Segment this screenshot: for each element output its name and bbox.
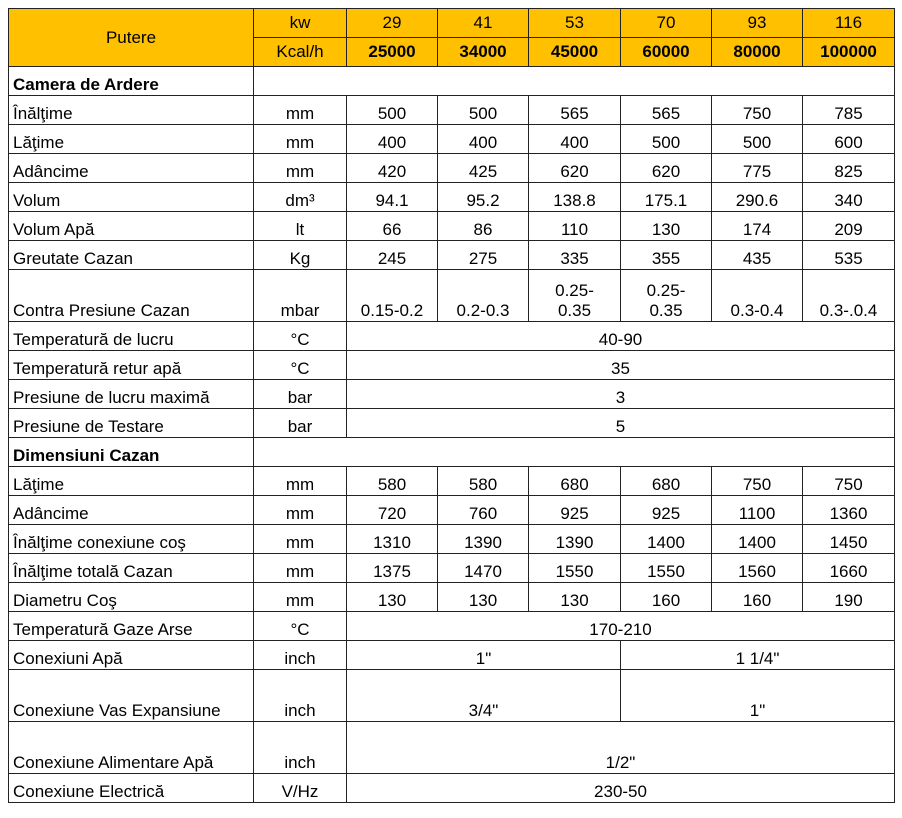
table-row xyxy=(9,467,895,496)
value-cell: 750 xyxy=(712,467,803,496)
row-label: Înălţime totală Cazan xyxy=(9,554,254,583)
value-cell: 0.3-.0.4 xyxy=(803,270,895,322)
table-row xyxy=(9,154,895,183)
row-unit: mm xyxy=(254,154,347,183)
value-cell: 340 xyxy=(803,183,895,212)
value-cell: 0.15-0.2 xyxy=(347,270,438,322)
merged-value: 3 xyxy=(347,380,895,409)
value-cell: 1550 xyxy=(621,554,712,583)
value-cell: 720 xyxy=(347,496,438,525)
row-unit: mm xyxy=(254,525,347,554)
table-row xyxy=(9,722,895,774)
value-cell: 1550 xyxy=(529,554,621,583)
header-kw-cell: 53 xyxy=(529,9,621,38)
row-label: Înălţime xyxy=(9,96,254,125)
row-unit: lt xyxy=(254,212,347,241)
value-cell: 130 xyxy=(529,583,621,612)
value-cell: 775 xyxy=(712,154,803,183)
value-cell: 400 xyxy=(529,125,621,154)
header-kcal-cell: 60000 xyxy=(621,38,712,67)
value-cell: 1100 xyxy=(712,496,803,525)
value-cell: 174 xyxy=(712,212,803,241)
value-cell: 160 xyxy=(712,583,803,612)
row-label: Temperatură Gaze Arse xyxy=(9,612,254,641)
table-row xyxy=(9,583,895,612)
value-cell: 400 xyxy=(347,125,438,154)
header-kcal-cell: 25000 xyxy=(347,38,438,67)
value-cell: 420 xyxy=(347,154,438,183)
row-label: Lăţime xyxy=(9,125,254,154)
section-row-dimensiuni xyxy=(9,438,895,467)
merged-value-right: 1" xyxy=(621,670,895,722)
merged-value: 40-90 xyxy=(347,322,895,351)
section-title: Dimensiuni Cazan xyxy=(9,438,254,467)
value-cell: 500 xyxy=(712,125,803,154)
value-cell: 138.8 xyxy=(529,183,621,212)
value-cell: 160 xyxy=(621,583,712,612)
value-cell: 209 xyxy=(803,212,895,241)
value-cell: 1560 xyxy=(712,554,803,583)
value-cell: 565 xyxy=(621,96,712,125)
merged-value: 1/2" xyxy=(347,722,895,774)
row-unit: bar xyxy=(254,409,347,438)
merged-value-left: 3/4" xyxy=(347,670,621,722)
row-label: Temperatură retur apă xyxy=(9,351,254,380)
header-kw-cell: 93 xyxy=(712,9,803,38)
value-cell: 600 xyxy=(803,125,895,154)
value-cell: 275 xyxy=(438,241,529,270)
merged-value-right: 1 1/4" xyxy=(621,641,895,670)
value-cell: 580 xyxy=(347,467,438,496)
section-row-camera xyxy=(9,67,895,96)
value-cell: 130 xyxy=(347,583,438,612)
row-unit: inch xyxy=(254,641,347,670)
table-row xyxy=(9,125,895,154)
value-cell: 500 xyxy=(621,125,712,154)
row-unit: mm xyxy=(254,554,347,583)
row-unit: mm xyxy=(254,583,347,612)
table-row xyxy=(9,612,895,641)
value-cell: 1400 xyxy=(712,525,803,554)
row-label: Lăţime xyxy=(9,467,254,496)
header-kw-cell: 41 xyxy=(438,9,529,38)
row-unit: dm³ xyxy=(254,183,347,212)
header-kw-cell: 116 xyxy=(803,9,895,38)
header-label: Putere xyxy=(9,9,254,67)
row-label: Presiune de lucru maximă xyxy=(9,380,254,409)
row-unit: bar xyxy=(254,380,347,409)
section-title: Camera de Ardere xyxy=(9,67,254,96)
value-cell: 500 xyxy=(347,96,438,125)
value-cell: 94.1 xyxy=(347,183,438,212)
header-kcal-cell: 45000 xyxy=(529,38,621,67)
value-cell: 66 xyxy=(347,212,438,241)
value-cell: 130 xyxy=(438,583,529,612)
value-cell: 620 xyxy=(621,154,712,183)
empty-cell xyxy=(254,438,895,467)
row-unit: mbar xyxy=(254,270,347,322)
row-unit: mm xyxy=(254,125,347,154)
row-unit: °C xyxy=(254,322,347,351)
table-row xyxy=(9,525,895,554)
row-unit: V/Hz xyxy=(254,774,347,803)
header-unit-kw: kw xyxy=(254,9,347,38)
table-row xyxy=(9,183,895,212)
row-label: Contra Presiune Cazan xyxy=(9,270,254,322)
table-row xyxy=(9,641,895,670)
header-row-kw xyxy=(9,9,895,38)
value-cell: 750 xyxy=(712,96,803,125)
value-cell: 0.3-0.4 xyxy=(712,270,803,322)
row-unit: mm xyxy=(254,96,347,125)
header-unit-kcal: Kcal/h xyxy=(254,38,347,67)
value-cell: 825 xyxy=(803,154,895,183)
value-cell: 1470 xyxy=(438,554,529,583)
row-label: Adâncime xyxy=(9,496,254,525)
table-row xyxy=(9,409,895,438)
value-cell: 0.2-0.3 xyxy=(438,270,529,322)
row-unit: °C xyxy=(254,612,347,641)
value-cell: 750 xyxy=(803,467,895,496)
table-row xyxy=(9,351,895,380)
row-unit: Kg xyxy=(254,241,347,270)
merged-value: 35 xyxy=(347,351,895,380)
camera-merged-rows xyxy=(9,322,895,438)
value-cell: 0.25- 0.35 xyxy=(621,270,712,322)
dimensiuni-rows xyxy=(9,467,895,612)
value-cell: 680 xyxy=(529,467,621,496)
empty-cell xyxy=(254,67,895,96)
row-label: Adâncime xyxy=(9,154,254,183)
row-label: Presiune de Testare xyxy=(9,409,254,438)
merged-value: 230-50 xyxy=(347,774,895,803)
value-cell: 245 xyxy=(347,241,438,270)
value-cell: 680 xyxy=(621,467,712,496)
row-label: Volum xyxy=(9,183,254,212)
value-cell: 785 xyxy=(803,96,895,125)
row-label: Volum Apă xyxy=(9,212,254,241)
row-unit: mm xyxy=(254,467,347,496)
row-label: Conexiune Alimentare Apă xyxy=(9,722,254,774)
value-cell: 1310 xyxy=(347,525,438,554)
value-cell: 290.6 xyxy=(712,183,803,212)
value-cell: 400 xyxy=(438,125,529,154)
value-cell: 580 xyxy=(438,467,529,496)
value-cell: 1390 xyxy=(438,525,529,554)
row-label: Diametru Coş xyxy=(9,583,254,612)
value-cell: 190 xyxy=(803,583,895,612)
table-row xyxy=(9,212,895,241)
value-cell: 535 xyxy=(803,241,895,270)
value-cell: 1400 xyxy=(621,525,712,554)
value-cell: 86 xyxy=(438,212,529,241)
table-row xyxy=(9,496,895,525)
value-cell: 565 xyxy=(529,96,621,125)
row-label: Înălţime conexiune coş xyxy=(9,525,254,554)
row-label: Conexiuni Apă xyxy=(9,641,254,670)
row-label: Greutate Cazan xyxy=(9,241,254,270)
value-cell: 1390 xyxy=(529,525,621,554)
table-row xyxy=(9,322,895,351)
header-kcal-cell: 100000 xyxy=(803,38,895,67)
value-cell: 0.25- 0.35 xyxy=(529,270,621,322)
row-unit: °C xyxy=(254,351,347,380)
value-cell: 1450 xyxy=(803,525,895,554)
value-cell: 130 xyxy=(621,212,712,241)
header-kcal-cell: 80000 xyxy=(712,38,803,67)
camera-rows xyxy=(9,96,895,270)
value-cell: 500 xyxy=(438,96,529,125)
value-cell: 435 xyxy=(712,241,803,270)
value-cell: 425 xyxy=(438,154,529,183)
table-row xyxy=(9,670,895,722)
row-unit: inch xyxy=(254,722,347,774)
header-kcal-cell: 34000 xyxy=(438,38,529,67)
table-row xyxy=(9,96,895,125)
value-cell: 110 xyxy=(529,212,621,241)
table-row xyxy=(9,380,895,409)
value-cell: 925 xyxy=(529,496,621,525)
table-row xyxy=(9,774,895,803)
row-label: Conexiune Vas Expansiune xyxy=(9,670,254,722)
table-row xyxy=(9,241,895,270)
value-cell: 335 xyxy=(529,241,621,270)
value-cell: 620 xyxy=(529,154,621,183)
value-cell: 1375 xyxy=(347,554,438,583)
value-cell: 355 xyxy=(621,241,712,270)
row-label: Temperatură de lucru xyxy=(9,322,254,351)
merged-value: 5 xyxy=(347,409,895,438)
boiler-spec-table xyxy=(8,8,895,803)
value-cell: 175.1 xyxy=(621,183,712,212)
row-unit: mm xyxy=(254,496,347,525)
value-cell: 925 xyxy=(621,496,712,525)
row-unit: inch xyxy=(254,670,347,722)
header-kw-cell: 70 xyxy=(621,9,712,38)
merged-value: 170-210 xyxy=(347,612,895,641)
value-cell: 1360 xyxy=(803,496,895,525)
row-label: Conexiune Electrică xyxy=(9,774,254,803)
table-row xyxy=(9,270,895,322)
table-row xyxy=(9,554,895,583)
merged-value-left: 1" xyxy=(347,641,621,670)
value-cell: 95.2 xyxy=(438,183,529,212)
value-cell: 1660 xyxy=(803,554,895,583)
header-kw-cell: 29 xyxy=(347,9,438,38)
value-cell: 760 xyxy=(438,496,529,525)
